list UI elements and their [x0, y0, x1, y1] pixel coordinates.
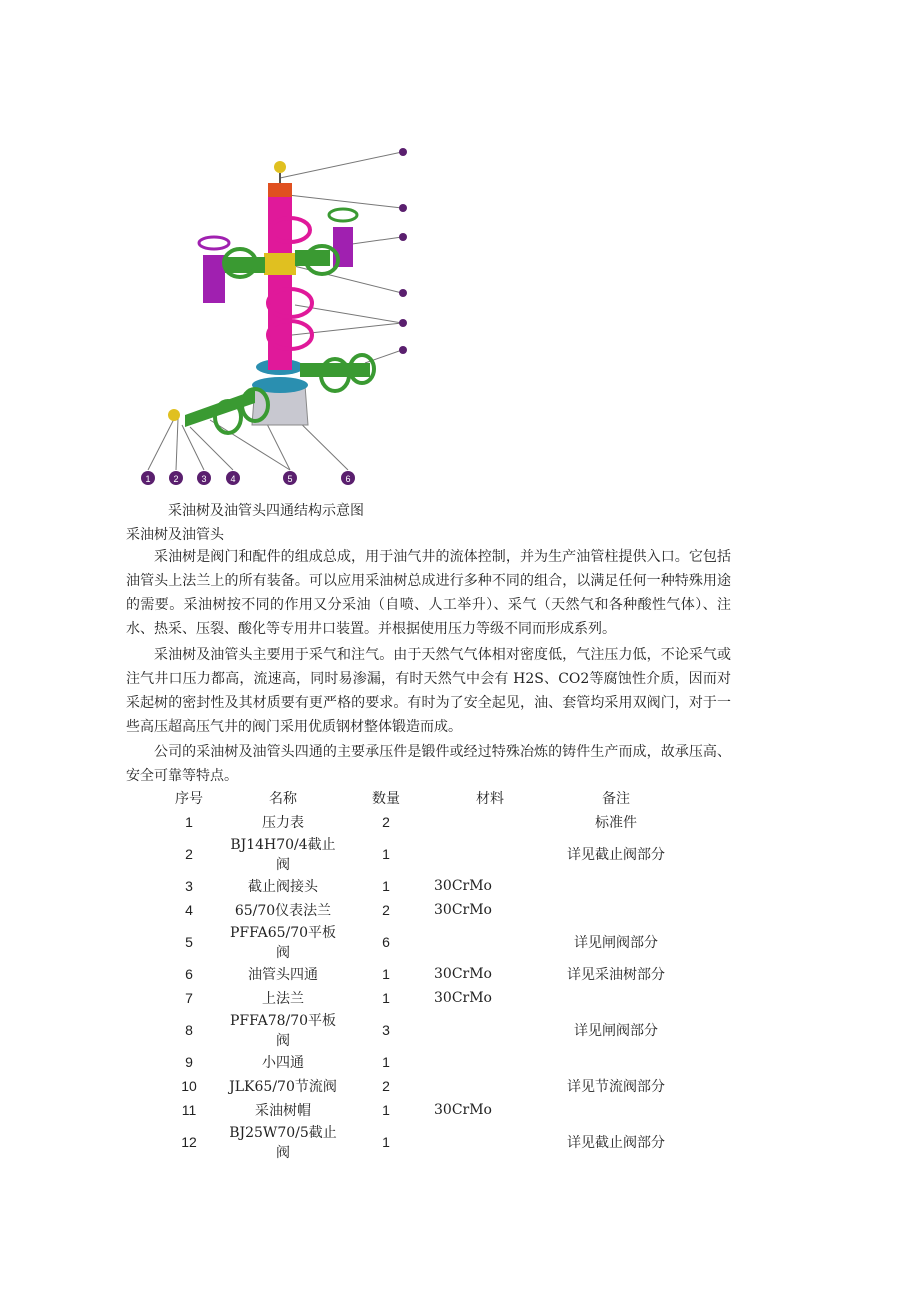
cell-name: 截止阀接头	[248, 879, 318, 895]
cell-index: 9	[185, 1054, 193, 1070]
cell-name: PFFA78/70平板阀	[229, 1013, 337, 1049]
cell-quantity: 1	[382, 966, 390, 982]
paragraph: 采油树及油管头主要用于采气和注气。由于天然气气体相对密度低，气注压力低，不论采气或注气井口压力都高，流速高，同时易渗漏，有时天然气中会有 H2S、CO2等腐蚀性介质，因而对采起树的密封性及其材质要有更严格的要求。有时为了安全起见，油、套管均采用双阀门，对于一些高压超高压气井的阀门采用优质钢材整体锻造而成。	[126, 647, 731, 735]
cell-remark: 详见闸阀部分	[574, 935, 658, 951]
callout-number-1: 1	[145, 474, 151, 484]
cell-name: 油管头四通	[248, 967, 318, 983]
section-title: 采油树及油管头	[126, 527, 224, 543]
cell-remark	[546, 898, 686, 922]
cell-material: 30CrMo	[434, 1102, 492, 1118]
cell-name: BJ25W70/5截止阀	[229, 1125, 337, 1161]
casing-wing-right	[300, 363, 370, 377]
callout-dot	[399, 148, 407, 156]
callout-dot	[399, 233, 407, 241]
cell-name: JLK65/70节流阀	[229, 1079, 337, 1095]
cell-index: 3	[185, 878, 193, 894]
cell-quantity: 1	[382, 1102, 390, 1118]
table-row	[150, 1122, 686, 1162]
callout-dot	[399, 289, 407, 297]
cell-remark	[546, 1050, 686, 1074]
cell-quantity: 2	[382, 814, 390, 830]
cell-quantity: 1	[382, 1054, 390, 1070]
header-index: 序号	[175, 791, 203, 807]
cell-index: 7	[185, 990, 193, 1006]
cell-remark: 详见闸阀部分	[574, 1023, 658, 1039]
cell-index: 2	[185, 846, 193, 862]
table-header-row	[150, 786, 686, 810]
cell-quantity: 2	[382, 1078, 390, 1094]
choke-valve-left	[203, 255, 225, 303]
cell-index: 5	[185, 934, 193, 950]
tree-cap	[268, 183, 292, 197]
cell-remark	[546, 986, 686, 1010]
cell-name: 压力表	[262, 815, 304, 831]
cell-material: 30CrMo	[434, 966, 492, 982]
callout-number-6: 6	[345, 474, 351, 484]
cell-remark	[546, 874, 686, 898]
cell-quantity: 1	[382, 1134, 390, 1150]
table-row	[150, 1010, 686, 1050]
cell-quantity: 3	[382, 1022, 390, 1038]
table-row	[150, 922, 686, 962]
cell-name: 上法兰	[262, 991, 304, 1007]
cell-index: 12	[181, 1134, 197, 1150]
header-name: 名称	[269, 791, 297, 807]
gauge-icon	[274, 161, 286, 173]
wing-line-right	[295, 250, 330, 266]
cell-quantity: 1	[382, 846, 390, 862]
bottom-callouts	[141, 471, 355, 485]
wing-line-left	[225, 257, 265, 273]
cell-material	[434, 1050, 546, 1074]
cell-material: 30CrMo	[434, 990, 492, 1006]
table-row	[150, 898, 686, 922]
cell-index: 4	[185, 902, 193, 918]
table-row	[150, 834, 686, 874]
cell-index: 8	[185, 1022, 193, 1038]
cell-remark: 标准件	[595, 815, 637, 831]
cell-remark: 详见节流阀部分	[567, 1079, 665, 1095]
cell-remark: 详见采油树部分	[567, 967, 665, 983]
cell-index: 10	[181, 1078, 197, 1094]
paragraph: 公司的采油树及油管头四通的主要承压件是锻件或经过特殊冶炼的铸件生产而成，故承压高、安全可靠等特点。	[126, 744, 731, 784]
cell-material	[434, 810, 546, 834]
callout-number-3: 3	[201, 474, 207, 484]
gauge-icon	[168, 409, 180, 421]
parts-table-body	[150, 810, 686, 1162]
cell-material	[434, 1122, 546, 1162]
cell-name: PFFA65/70平板阀	[229, 925, 337, 961]
cell-material: 30CrMo	[434, 902, 492, 918]
cell-material	[434, 922, 546, 962]
choke-handwheel-right	[329, 209, 357, 221]
cell-remark: 详见截止阀部分	[567, 1135, 665, 1151]
callout-dot	[399, 319, 407, 327]
cell-quantity: 1	[382, 990, 390, 1006]
cell-remark: 详见截止阀部分	[567, 847, 665, 863]
cell-quantity: 6	[382, 934, 390, 950]
header-remark: 备注	[602, 791, 630, 807]
choke-handwheel-left	[199, 237, 229, 249]
callout-dot	[399, 346, 407, 354]
cell-material	[434, 834, 546, 874]
christmas-tree-illustration	[130, 135, 420, 495]
header-material: 材料	[476, 791, 504, 807]
cell-quantity: 1	[382, 878, 390, 894]
table-row	[150, 1050, 686, 1074]
table-row	[150, 1074, 686, 1098]
cell-name: 采油树帽	[255, 1103, 311, 1119]
cell-name: 65/70仪表法兰	[234, 903, 332, 919]
cell-index: 6	[185, 966, 193, 982]
christmas-tree-diagram	[130, 135, 420, 495]
cell-material: 30CrMo	[434, 878, 492, 894]
table-row	[150, 810, 686, 834]
table-row	[150, 962, 686, 986]
paragraph: 采油树是阀门和配件的组成总成，用于油气井的流体控制，并为生产油管柱提供入口。它包括油管头上法兰上的所有装备。可以应用采油树总成进行多种不同的组合，以满足任何一种特殊用途的需要。采油树按不同的作用又分采油（自喷、人工举升）、采气（天然气和各种酸性气体）、注水、热采、压裂、酸化等专用井口装置。并根据使用压力等级不同而形成系列。	[126, 549, 731, 637]
parts-table	[150, 786, 686, 1162]
callout-number-4: 4	[230, 474, 236, 484]
cell-name: 小四通	[262, 1055, 304, 1071]
callout-dot	[399, 204, 407, 212]
table-row	[150, 986, 686, 1010]
cell-index: 1	[185, 814, 193, 830]
right-callout-dots	[399, 148, 407, 354]
header-quantity: 数量	[372, 791, 400, 807]
cell-material	[434, 1010, 546, 1050]
cell-name: BJ14H70/4截止阀	[230, 837, 336, 873]
callout-number-5: 5	[287, 474, 293, 484]
callout-number-2: 2	[173, 474, 179, 484]
cell-remark	[546, 1098, 686, 1122]
table-row	[150, 874, 686, 898]
cell-index: 11	[181, 1102, 197, 1118]
figure-caption: 采油树及油管头四通结构示意图	[168, 503, 364, 519]
cell-quantity: 2	[382, 902, 390, 918]
cell-material	[434, 1074, 546, 1098]
table-row	[150, 1098, 686, 1122]
cross	[264, 253, 296, 275]
